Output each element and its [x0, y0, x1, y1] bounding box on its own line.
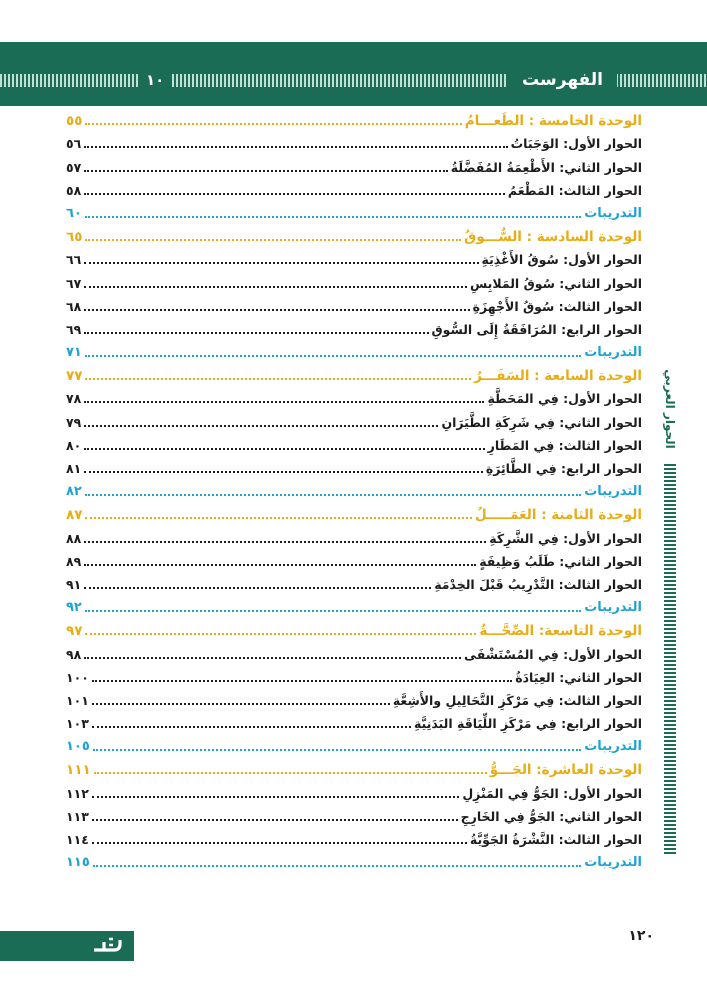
toc-entry-label: الحوار الأول: فِي المَحَطَّةِ [487, 391, 642, 407]
toc-entry-label: الحوار الأول: الوَجَبَاتُ [510, 136, 642, 152]
dot-leader [84, 193, 505, 195]
toc-page-number: ١١٥ [66, 855, 90, 871]
side-label-text: الحوار العربي [663, 369, 677, 449]
toc-page-number: ٥٨ [66, 182, 82, 198]
toc-entry-label: الحوار الثالث: المَطْعَمُ [507, 182, 642, 198]
toc-page-number: ٦٨ [66, 298, 82, 314]
toc-item-row [66, 409, 642, 432]
toc-page-number: ١١٤ [66, 832, 89, 847]
toc-item-row [66, 154, 642, 177]
toc-unit-row [66, 224, 642, 247]
toc-page-number: ١١٢ [66, 785, 89, 801]
toc-item-row [66, 641, 642, 664]
dot-leader [84, 448, 484, 450]
dot-leader [85, 216, 581, 218]
toc-item-row [66, 270, 642, 293]
toc-exercises-row [66, 850, 642, 873]
toc-entry-label: الوحدة التاسعة: الصِّحَّـــةُ [479, 623, 642, 640]
dot-leader [84, 309, 469, 311]
toc-item-row [66, 572, 642, 595]
toc-item-row [66, 549, 642, 572]
toc-page-number: ٩١ [66, 576, 82, 592]
dot-leader [93, 865, 581, 867]
dot-leader [84, 332, 428, 334]
toc-page-number: ٦٠ [66, 205, 82, 221]
dot-leader [85, 517, 472, 519]
toc-page-number: ٨٩ [66, 553, 82, 569]
toc-unit-row [66, 618, 642, 641]
dot-leader [85, 494, 581, 496]
toc-entry-label: الوحدة السادسة : السُّـــوقُ [464, 229, 642, 246]
publisher-logo-icon [92, 936, 124, 954]
toc-page-number: ٨٧ [66, 507, 83, 524]
toc-page-number: ٩٧ [66, 623, 83, 640]
toc-entry-label: الحوار الثاني: الجَوُّ فِي الخَارِجِ [460, 808, 642, 824]
toc-entry-label: الحوار الثالث: فِي مَرْكَزِ التَّحَالِيلِ والأَشِعَّةِ [392, 692, 642, 708]
toc-exercises-row [66, 479, 642, 502]
dot-leader [93, 749, 581, 751]
toc-entry-label: الحوار الثاني: الأَطْعِمَةُ المُفَضَّلَةُ [450, 159, 642, 175]
toc-page-number: ١١٣ [66, 808, 89, 824]
toc-entry-label: الوحدة السابعة : السَفَـــرُ [474, 368, 642, 385]
toc-item-row [66, 317, 642, 340]
toc-entry-label: الحوار الثالث: سُوقُ الأَجْهِزَةِ [472, 298, 642, 314]
toc-entry-label: الحوار الأول: الجَوُّ فِي المَنْزِلِ [462, 785, 642, 801]
toc-page-number: ١٠٣ [66, 716, 89, 732]
side-tab [662, 360, 678, 880]
dot-leader [92, 680, 512, 682]
toc-page-number: ٨٠ [66, 437, 82, 453]
toc-entry-label: الوحدة الثامنة : العَمَـــــلُ [475, 507, 642, 524]
dot-leader [85, 355, 581, 357]
toc-entry-label: التدريبات [584, 484, 642, 500]
toc-item-row [66, 665, 642, 688]
toc-exercises-row [66, 595, 642, 618]
toc-page-number: ٨٨ [66, 530, 82, 546]
toc-entry-label: التدريبات [584, 600, 642, 616]
dot-leader [84, 471, 483, 473]
toc-item-row [66, 456, 642, 479]
toc-item-row [66, 804, 642, 827]
toc-page-number: ٩٢ [66, 600, 82, 616]
toc-unit-row [66, 363, 642, 386]
header-page-ref: ١٠ [138, 70, 172, 90]
toc-item-row [66, 386, 642, 409]
toc-entry-label: الحوار الرابع: فِي الطَّائِرَةِ [485, 461, 642, 476]
dot-leader [84, 657, 461, 659]
dot-leader [85, 123, 461, 125]
dot-leader [84, 587, 431, 589]
page-header [0, 42, 707, 106]
toc-page-number: ٧٨ [66, 391, 82, 407]
toc-entry-label: الحوار الأول: فِي المُسْتَشْفَى [464, 646, 642, 662]
dot-leader [85, 610, 581, 612]
toc-entry-label: الحوار الرابع: المُرَافَقَةُ إِلَى السُّوقِ [431, 321, 642, 337]
dot-leader [85, 239, 461, 241]
dot-leader [92, 796, 459, 798]
toc-item-row [66, 294, 642, 317]
toc-item-row [66, 827, 642, 850]
side-decor-track [664, 464, 676, 854]
toc-exercises-row [66, 340, 642, 363]
toc-entry-label: الحوار الأول: سُوقُ الأَغْذِيَةِ [481, 252, 642, 268]
dot-leader [85, 633, 476, 635]
dot-leader [92, 819, 458, 821]
toc-page-number: ١٠١ [66, 692, 89, 708]
dot-leader [92, 842, 467, 844]
toc-page-number: ٩٨ [66, 646, 82, 662]
dot-leader [92, 703, 390, 705]
toc-page-number: ١٠٥ [66, 739, 90, 755]
toc-page-number: ٧٧ [66, 368, 83, 385]
toc-item-row [66, 433, 642, 456]
dot-leader [92, 726, 411, 728]
toc-entry-label: الحوار الثالث: التَّدْرِيبُ قَبْلَ الخِدْمَةِ [434, 576, 642, 592]
toc-page-number: ٨١ [66, 461, 82, 476]
toc-item-row [66, 525, 642, 548]
dot-leader [84, 146, 507, 148]
dot-leader [84, 262, 478, 264]
toc-page-number: ٦٥ [66, 229, 83, 246]
toc-entry-label: الوحدة العاشرة: الجَـــوُّ [489, 762, 642, 779]
toc-entry-label: الحوار الثالث: النَّشْرَةُ الجَوِّيَّةُ [469, 832, 642, 847]
toc-page-number: ٥٦ [66, 136, 82, 152]
dot-leader [84, 541, 486, 543]
toc-unit-row [66, 757, 642, 780]
dot-leader [85, 378, 471, 380]
dot-leader [84, 564, 476, 566]
page-title: الفهرست [508, 70, 617, 90]
toc-page-number: ٨٢ [66, 484, 82, 500]
toc-page-number: ١٠٠ [66, 669, 89, 685]
dot-leader [94, 772, 487, 774]
toc-unit-row [66, 502, 642, 525]
toc-unit-row [66, 108, 642, 131]
toc-entry-label: الحوار الثاني: سُوقُ المَلابِسِ [470, 275, 642, 291]
toc-entry-label: التدريبات [584, 205, 642, 221]
dot-leader [84, 425, 438, 427]
toc-item-row [66, 247, 642, 270]
toc-page-number: ٥٧ [66, 159, 82, 175]
toc-entry-label: التدريبات [584, 855, 642, 871]
toc-item-row [66, 780, 642, 803]
dot-leader [84, 170, 448, 172]
toc-page-number: ٦٦ [66, 252, 82, 268]
page-number: ١٢٠ [628, 928, 654, 944]
toc-page-number: ٦٩ [66, 321, 82, 337]
toc-entry-label: الحوار الرابع: فِي مَرْكَزِ اللِّيَاقَةِ البَدَنِيَّةِ [413, 716, 642, 732]
toc-page-number: ٥٥ [66, 113, 83, 130]
dot-leader [84, 401, 484, 403]
toc-item-row [66, 688, 642, 711]
toc-entry-label: التدريبات [584, 739, 642, 755]
toc-entry-label: الحوار الثاني: فِي شَرِكَةِ الطَّيَرَانِ [441, 414, 642, 430]
toc-item-row [66, 711, 642, 734]
toc-exercises-row [66, 201, 642, 224]
toc-page-number: ٧١ [66, 345, 82, 361]
dot-leader [84, 286, 467, 288]
toc-page-number: ١١١ [66, 762, 91, 779]
toc-item-row [66, 131, 642, 154]
toc-entry-label: الحوار الثاني: طَلَبُ وَظِيفَةٍ [479, 553, 642, 569]
side-label [662, 360, 678, 458]
table-of-contents [66, 108, 642, 873]
toc-entry-label: الحوار الثاني: العِيَادَةُ [515, 669, 642, 685]
toc-entry-label: الحوار الأول: فِي الشَّرِكَةِ [489, 530, 642, 546]
toc-entry-label: الوحدة الخامسة : الطَعـــامُ [464, 113, 642, 130]
toc-page-number: ٦٧ [66, 275, 82, 291]
footer-bar [0, 931, 134, 961]
toc-page-number: ٧٩ [66, 414, 82, 430]
toc-item-row [66, 178, 642, 201]
toc-entry-label: التدريبات [584, 345, 642, 361]
toc-entry-label: الحوار الثالث: فِي المَطَارِ [487, 437, 642, 453]
toc-exercises-row [66, 734, 642, 757]
